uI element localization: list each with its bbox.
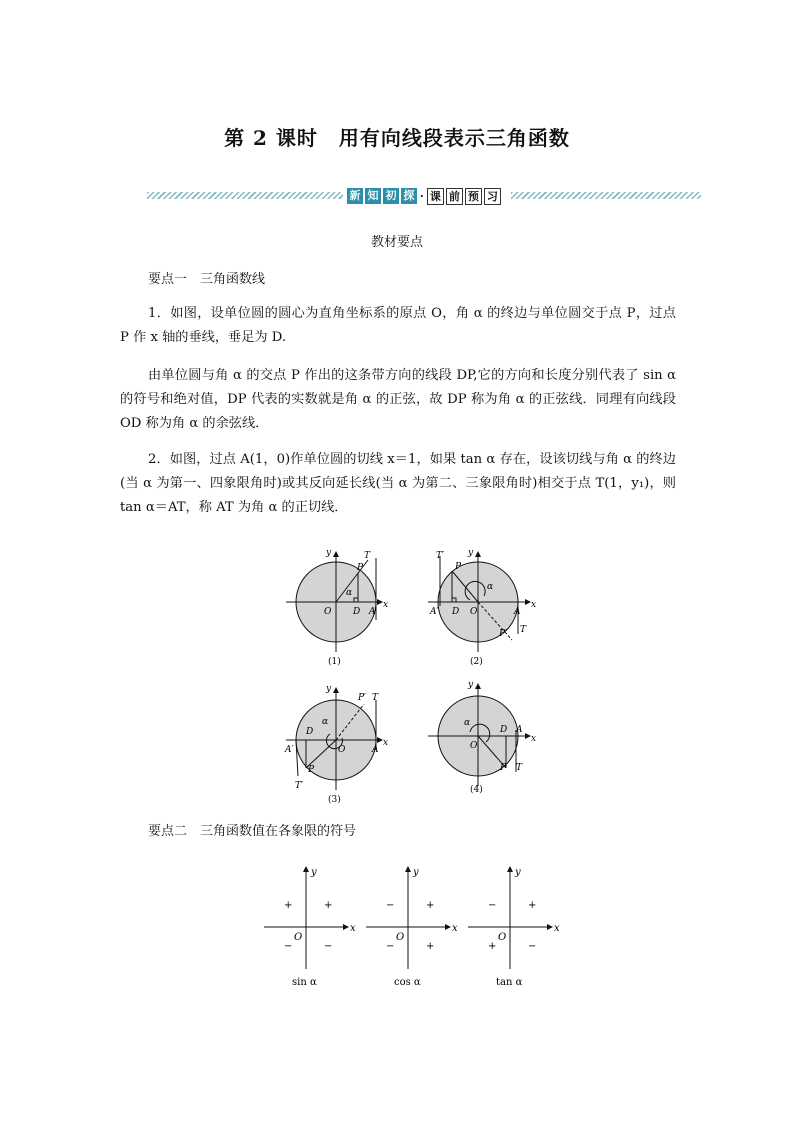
point-label: T′ [295,781,304,791]
axis-x-label: x [531,600,537,610]
origin-label: O [396,932,405,943]
sign-q4: + [426,941,435,952]
figure-caption: (2) [470,657,483,667]
figure-caption: (3) [328,795,341,805]
sign-q2: + [284,900,293,911]
sign-chart [264,867,356,988]
sign-q1: + [528,900,537,911]
point-label: T [364,551,371,561]
point-label: T [516,763,523,773]
alpha-label: α [322,717,329,727]
point-label: T [520,625,527,635]
point-label: A [516,725,523,735]
point-label: A′ [430,607,439,617]
banner-badge [347,186,501,206]
function-label: sin α [292,977,317,988]
point-label: T′ [436,551,445,561]
origin-label: O [470,607,478,617]
point-label: D [306,727,314,737]
axis-y-label: y [326,684,332,694]
origin-label: O [470,741,478,751]
origin-label: O [324,607,332,617]
axis-x-label: x [531,734,537,744]
axis-x-label: x [350,923,356,934]
figure-caption: (1) [328,657,341,667]
point-label: A [514,607,521,617]
banner-char: 习 [484,188,501,205]
point1-heading: 要点一 三角函数线 [148,272,266,287]
point1-paragraph-1: 1．如图，设单位圆的圆心为直角坐标系的原点 O，角 α 的终边与单位圆交于点 P，过点 P 作 x 轴的垂线，垂足为 D. [120,306,676,345]
axis-y-label: y [326,548,332,558]
banner-char: 前 [446,188,463,205]
point-label: D [353,607,361,617]
alpha-label: α [346,588,353,598]
trig-line-figures [0,540,794,805]
page-title: 第 2 课时 用有向线段表示三角函数 [224,126,570,150]
point-label: P [455,562,462,572]
point-label: P [308,765,315,775]
point-label: A′ [285,745,294,755]
point-label: P′ [499,629,508,639]
banner-char: 课 [427,188,444,205]
origin-label: O [498,932,507,943]
banner-stripe-right [511,192,701,199]
point-label: D [452,607,460,617]
sign-q3: − [284,941,293,952]
point1-paragraph-2: 由单位圆与角 α 的交点 P 作出的这条带方向的线段 DP,它的方向和长度分别代表了 sin α 的符号和绝对值，DP 代表的实数就是角 α 的正弦，故 DP 称为角 α 的正弦线．同理有向线段 OD 称为角 α 的余弦线． [120,368,676,431]
function-label: cos α [394,977,421,988]
point-label: P [500,763,507,773]
figure-caption: (4) [470,785,483,795]
figure-2 [428,548,536,667]
point-label: T [372,693,379,703]
axis-x-label: x [383,600,389,610]
sign-q1: + [426,900,435,911]
axis-y-label: y [311,867,317,878]
section-heading: 教材要点 [370,235,423,250]
alpha-label: α [487,582,494,592]
point-label: A [372,745,379,755]
sign-q1: + [324,900,333,911]
banner-char: 预 [465,188,482,205]
sign-q3: − [386,941,395,952]
function-label: tan α [496,977,523,988]
axis-y-label: y [515,867,521,878]
banner-stripe-left [147,192,343,199]
axis-y-label: y [468,548,474,558]
axis-x-label: x [452,923,458,934]
point-label: P [357,563,364,573]
banner-char: 初 [383,188,399,204]
figure-3 [284,684,388,805]
origin-label: O [294,932,303,943]
sign-chart [468,867,560,988]
point1-paragraph-3: 2．如图，过点 A(1，0)作单位圆的切线 x＝1，如果 tan α 存在，设该切线与角 α 的终边(当 α 为第一、四象限角时)或其反向延长线(当 α 为第二、三象限角时)相交于点 T(1，y₁)，则 tan α＝AT，称 AT 为角 α 的正切线． [120,452,676,515]
sign-q3: + [488,941,497,952]
sign-q4: − [528,941,537,952]
sign-q2: − [386,900,395,911]
sign-q2: − [488,900,497,911]
axis-x-label: x [383,738,389,748]
point-label: A [369,607,376,617]
axis-x-label: x [554,923,560,934]
axis-y-label: y [413,867,419,878]
point-label: D [500,725,508,735]
sign-chart [366,867,458,988]
alpha-label: α [464,718,471,728]
point-label: P′ [358,693,367,703]
banner-char: 新 [347,188,363,204]
banner-char: 知 [365,188,381,204]
axis-y-label: y [468,680,474,690]
banner-char: 探 [401,188,417,204]
sign-charts [0,860,794,1000]
banner-dot: · [420,189,424,203]
point2-heading: 要点二 三角函数值在各象限的符号 [148,824,357,839]
figure-1 [286,548,388,667]
sign-q4: − [324,941,333,952]
section-banner [147,186,701,206]
figure-4 [428,680,536,795]
origin-label: O [338,745,346,755]
